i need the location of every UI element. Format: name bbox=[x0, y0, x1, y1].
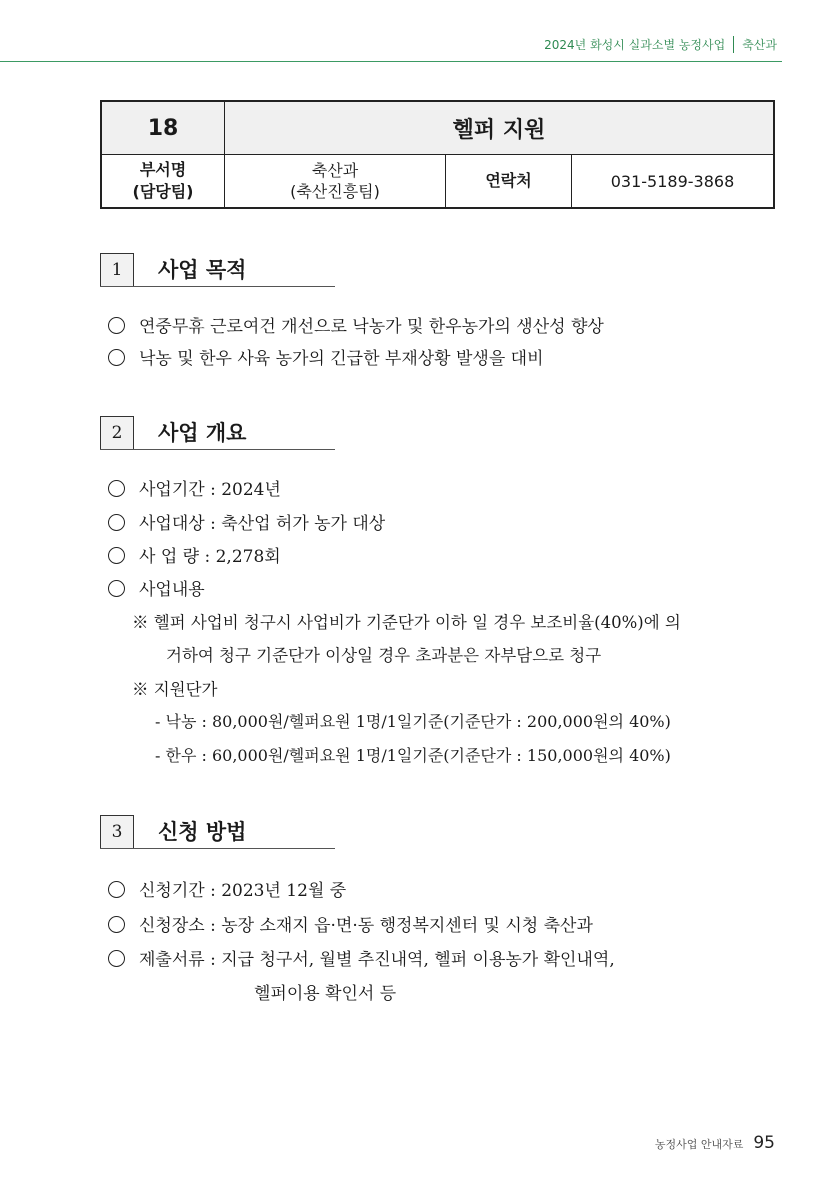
contact-value: 031-5189-3868 bbox=[572, 155, 775, 209]
dept-label-line1: 부서명 bbox=[139, 160, 187, 179]
list-item: 사업내용 bbox=[108, 575, 205, 600]
list-item: 사 업 량 : 2,278회 bbox=[108, 542, 281, 567]
circle-bullet-icon bbox=[108, 950, 125, 967]
circle-bullet-icon bbox=[108, 349, 125, 366]
circle-bullet-icon bbox=[108, 514, 125, 531]
section-number-3: 3 bbox=[100, 815, 134, 849]
note-text-continued: 거하여 청구 기준단가 이상일 경우 초과분은 자부담으로 청구 bbox=[166, 646, 602, 665]
list-item: 신청장소 : 농장 소재지 읍·면·동 행정복지센터 및 시청 축산과 bbox=[108, 911, 593, 936]
section-title-2: 사업 개요 bbox=[158, 421, 247, 445]
circle-bullet-icon bbox=[108, 547, 125, 564]
note-heading: ※ 지원단가 bbox=[132, 680, 218, 699]
section-number-1: 1 bbox=[100, 253, 134, 287]
dept-value-line1: 축산과 bbox=[311, 161, 359, 180]
section-heading-2 bbox=[100, 414, 246, 450]
header-rule bbox=[0, 61, 782, 62]
contact-label: 연락처 bbox=[446, 155, 572, 209]
footer-text: 농정사업 안내자료 bbox=[654, 1138, 744, 1151]
dept-value-line2: (축산진흥팀) bbox=[290, 182, 380, 201]
dept-value bbox=[225, 155, 446, 209]
list-item-continued: 헬퍼이용 확인서 등 bbox=[254, 984, 397, 1004]
list-item: 낙농 및 한우 사육 농가의 긴급한 부재상황 발생을 대비 bbox=[108, 344, 544, 369]
dept-label bbox=[101, 155, 225, 209]
circle-bullet-icon bbox=[108, 881, 125, 898]
section-title-1: 사업 목적 bbox=[158, 258, 247, 282]
list-item: 사업대상 : 축산업 허가 농가 대상 bbox=[108, 509, 385, 534]
section-heading-1 bbox=[100, 251, 246, 287]
list-item: 신청기간 : 2023년 12월 중 bbox=[108, 876, 346, 901]
list-item: 제출서류 : 지급 청구서, 월별 추진내역, 헬퍼 이용농가 확인내역, bbox=[108, 945, 615, 970]
section-underline bbox=[100, 449, 335, 450]
section-number-2: 2 bbox=[100, 416, 134, 450]
sub-item-beef: - 한우 : 60,000원/헬퍼요원 1명/1일기준(기준단가 : 150,000원의 40%) bbox=[155, 746, 671, 765]
info-table bbox=[100, 100, 775, 209]
section-title-3: 신청 방법 bbox=[158, 820, 247, 844]
project-title: 헬퍼 지원 bbox=[225, 101, 775, 155]
circle-bullet-icon bbox=[108, 317, 125, 334]
section-underline bbox=[100, 286, 335, 287]
header-divider bbox=[733, 36, 734, 53]
header-title: 2024년 화성시 실과소별 농정사업 bbox=[544, 38, 726, 52]
running-header bbox=[544, 36, 777, 53]
project-number: 18 bbox=[101, 101, 225, 155]
page-footer bbox=[655, 1133, 775, 1153]
section-heading-3 bbox=[100, 813, 246, 849]
header-dept: 축산과 bbox=[742, 38, 777, 52]
circle-bullet-icon bbox=[108, 580, 125, 597]
circle-bullet-icon bbox=[108, 480, 125, 497]
sub-item-dairy: - 낙농 : 80,000원/헬퍼요원 1명/1일기준(기준단가 : 200,000원의 40%) bbox=[155, 712, 671, 731]
list-item: 연중무휴 근로여건 개선으로 낙농가 및 한우농가의 생산성 향상 bbox=[108, 312, 604, 337]
note-text: ※ 헬퍼 사업비 청구시 사업비가 기준단가 이하 일 경우 보조비율(40%)에 의 bbox=[132, 613, 681, 632]
page-number: 95 bbox=[753, 1133, 775, 1153]
list-item: 사업기간 : 2024년 bbox=[108, 475, 281, 500]
section-underline bbox=[100, 848, 335, 849]
dept-label-line2: (담당팀) bbox=[132, 182, 194, 201]
circle-bullet-icon bbox=[108, 916, 125, 933]
